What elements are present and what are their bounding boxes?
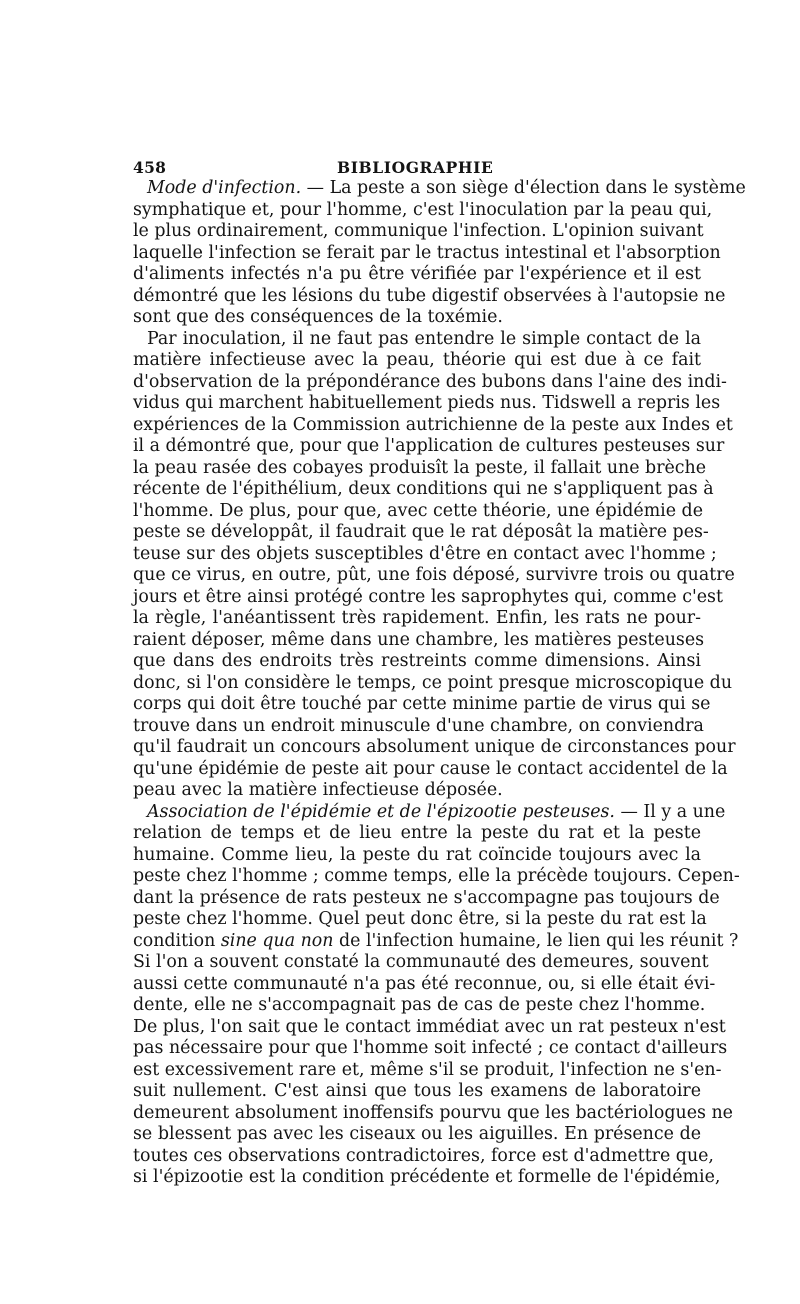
text-line <box>133 178 746 200</box>
text-run: la règle, l'anéantissent très rapidement. Enfin, les rats ne pour- <box>133 608 701 628</box>
text-line <box>133 608 701 630</box>
text-line <box>133 1167 721 1189</box>
text-line <box>133 629 705 652</box>
text-line <box>133 952 709 974</box>
page-number: 458 <box>133 158 167 177</box>
text-line <box>133 264 701 286</box>
text-line <box>133 694 711 716</box>
text-run: — La peste a son siège d'élection dans le système <box>301 178 746 198</box>
italic-text: Association de l'épidémie et de l'épizootie pesteuses. <box>147 801 615 822</box>
text-line <box>133 307 701 329</box>
text-run: vidus qui marchent habituellement pieds nus. Tidswell a repris les <box>133 393 721 413</box>
text-line <box>133 350 701 372</box>
document-page <box>133 152 746 1189</box>
text-run: expériences de la Commission autrichienne de la peste aux Indes et <box>133 414 733 435</box>
text-line <box>133 221 704 243</box>
text-line <box>133 329 701 351</box>
text-line <box>133 479 714 501</box>
text-line <box>133 887 720 910</box>
text-line <box>133 242 721 265</box>
text-run: qu'il faudrait un concours absolument unique de circonstances pour <box>133 737 736 757</box>
text-run: trouve dans un endroit minuscule d'une chambre, on conviendra <box>133 715 704 736</box>
text-line <box>133 543 717 566</box>
text-run: Si l'on a souvent constaté la communauté des demeures, souvent <box>133 952 709 972</box>
text-run: teuse sur des objets susceptibles d'être en contact avec l'homme ; <box>133 543 717 564</box>
text-run: De plus, l'on sait que le contact immédiat avec un rat pesteux n'est <box>133 1016 726 1037</box>
text-run: demeurent absolument inoffensifs pourvu que les bactériologues ne <box>133 1102 733 1123</box>
paragraph <box>133 178 746 329</box>
text-run: est excessivement rare et, même s'il se produit, l'infection ne s'en- <box>133 1059 722 1080</box>
text-line <box>133 715 704 738</box>
text-line <box>133 1016 726 1039</box>
italic-text: Mode d'infection. <box>147 178 302 198</box>
running-head <box>133 152 701 178</box>
text-line <box>133 1145 714 1168</box>
text-line <box>133 758 728 781</box>
text-line <box>133 393 721 415</box>
text-run: raient déposer, même dans une chambre, les matières pesteuses <box>133 629 705 650</box>
text-line <box>133 199 713 222</box>
text-line <box>133 436 725 458</box>
text-run: donc, si l'on considère le temps, ce point presque microscopique du <box>133 672 733 693</box>
text-line <box>133 672 733 695</box>
text-line <box>133 801 726 824</box>
text-line <box>133 285 726 308</box>
text-run: le plus ordinairement, communique l'infection. L'opinion suivant <box>133 221 704 241</box>
text-run: peste chez l'homme. Quel peut donc être, si la peste du rat est la <box>133 909 707 929</box>
body-text <box>133 178 746 1189</box>
text-run: récente de l'épithélium, deux conditions qui ne s'appliquent pas à <box>133 479 714 499</box>
text-line <box>133 522 709 544</box>
text-run: de l'infection humaine, le lien qui les réunit ? <box>333 930 739 951</box>
paragraph <box>133 328 736 802</box>
text-line <box>133 501 701 523</box>
text-line <box>133 909 707 931</box>
text-run: jours et être ainsi protégé contre les saprophytes qui, comme c'est <box>133 586 723 607</box>
text-line <box>133 1038 728 1060</box>
text-line <box>133 930 739 953</box>
text-line <box>133 823 701 845</box>
text-run: pas nécessaire pour que l'homme soit infecté ; ce contact d'ailleurs <box>133 1038 728 1058</box>
text-run: sont que des conséquences de la toxémie. <box>133 307 503 327</box>
text-run: dant la présence de rats pesteux ne s'accompagne pas toujours de <box>133 887 720 908</box>
text-line <box>133 1124 701 1146</box>
text-line <box>133 371 727 394</box>
text-run: peau avec la matière infectieuse déposée. <box>133 780 503 800</box>
text-run: si l'épizootie est la condition précédente et formelle de l'épidémie, <box>133 1167 721 1187</box>
text-line <box>133 995 706 1017</box>
text-run: peste se développât, il faudrait que le rat déposât la matière pes- <box>133 522 709 542</box>
italic-text: sine qua non <box>220 930 334 951</box>
text-line <box>133 457 707 480</box>
text-run: d'aliments infectés n'a pu être vérifiée par l'expérience et il est <box>133 264 701 284</box>
text-line <box>133 565 735 587</box>
text-run: toutes ces observations contradictoires, force est d'admettre que, <box>133 1145 714 1166</box>
text-run: condition <box>133 930 221 951</box>
text-line <box>133 1102 733 1125</box>
text-run: se blessent pas avec les ciseaux ou les aiguilles. En présence de <box>133 1124 701 1144</box>
text-line <box>133 845 701 867</box>
text-line <box>133 1081 701 1103</box>
text-run: aussi cette communauté n'a pas été reconnue, ou, si elle était évi- <box>133 973 716 994</box>
text-run: laquelle l'infection se ferait par le tractus intestinal et l'absorption <box>133 242 721 263</box>
text-run: humaine. Comme lieu, la peste du rat coïncide toujours avec la <box>133 844 701 865</box>
text-run: peste chez l'homme ; comme temps, elle la précède toujours. Cepen- <box>133 866 740 886</box>
text-run: dente, elle ne s'accompagnait pas de cas de peste chez l'homme. <box>133 995 706 1015</box>
text-run: — Il y a une <box>614 801 726 822</box>
text-line <box>133 780 701 802</box>
text-run: la peau rasée des cobayes produisît la peste, il fallait une brèche <box>133 457 707 478</box>
text-run: d'observation de la prépondérance des bubons dans l'aine des indi- <box>133 371 727 392</box>
text-run: démontré que les lésions du tube digestif observées à l'autopsie ne <box>133 285 726 306</box>
text-line <box>133 866 740 888</box>
text-line <box>133 414 733 437</box>
text-run: symphatique et, pour l'homme, c'est l'inoculation par la peau qui, <box>133 199 713 220</box>
text-run: que dans des endroits très restreints comme dimensions. Ainsi <box>133 651 701 671</box>
text-run: que ce virus, en outre, pût, une fois déposé, survivre trois ou quatre <box>133 565 735 585</box>
text-run: qu'une épidémie de peste ait pour cause le contact accidentel de la <box>133 758 728 779</box>
text-run: Par inoculation, il ne faut pas entendre le simple contact de la <box>147 328 701 349</box>
text-run: matière infectieuse avec la peau, théorie qui est due à ce fait <box>133 350 701 370</box>
text-line <box>133 737 736 759</box>
text-line <box>133 973 716 996</box>
text-run: il a démontré que, pour que l'application de cultures pesteuses sur <box>133 436 725 456</box>
running-title: BIBLIOGRAPHIE <box>337 158 494 177</box>
text-run: corps qui doit être touché par cette minime partie de virus qui se <box>133 694 711 714</box>
text-line <box>133 586 723 609</box>
text-line <box>133 1059 722 1082</box>
text-run: relation de temps et de lieu entre la peste du rat et la peste <box>133 823 701 843</box>
text-run: suit nullement. C'est ainsi que tous les examens de laboratoire <box>133 1081 701 1101</box>
text-run: l'homme. De plus, pour que, avec cette théorie, une épidémie de <box>133 500 703 521</box>
text-line <box>133 651 701 673</box>
paragraph <box>133 801 740 1189</box>
